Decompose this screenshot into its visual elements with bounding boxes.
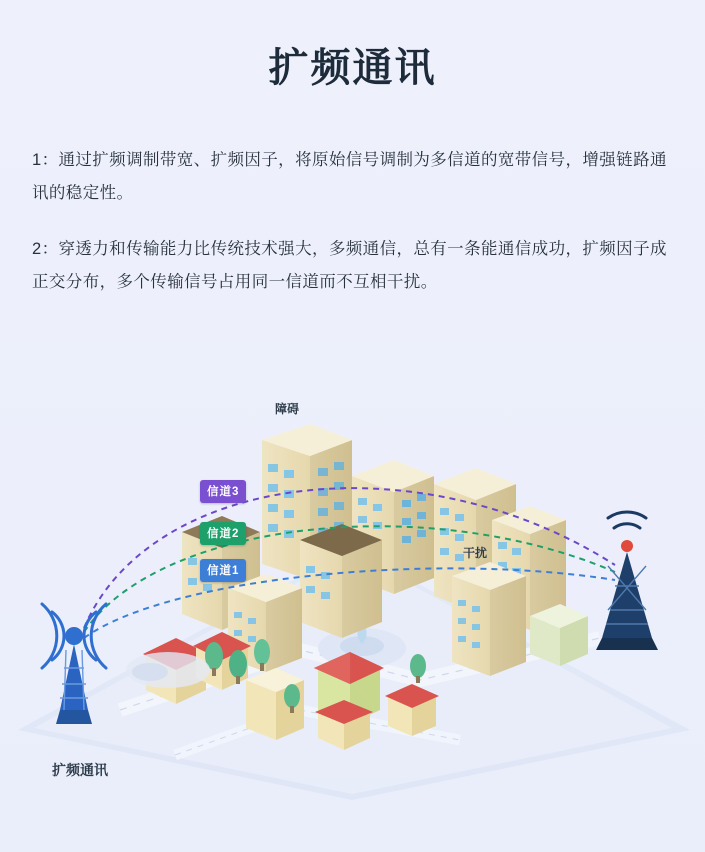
channel-chip-3[interactable]: 信道3 (200, 480, 246, 503)
channel-chip-2[interactable]: 信道2 (200, 522, 246, 545)
interference-label: 干扰 (463, 546, 488, 560)
obstacle-label: 障碍 (275, 402, 300, 416)
channel-chip-1[interactable]: 信道1 (200, 559, 246, 582)
paragraph-2: 2：穿透力和传输能力比传统技术强大，多频通信，总有一条能通信成功，扩频因子成正交分布，多个传输信号占用同一信道而不互相干扰。 (32, 240, 667, 291)
antenna-waves-icon (608, 512, 646, 528)
paragraph-1: 1：通过扩频调制带宽、扩频因子，将原始信号调制为多信道的宽带信号，增强链路通讯的稳定性。 (32, 151, 667, 202)
city-illustration (0, 380, 705, 800)
bottom-tower-label: 扩频通讯 (52, 762, 108, 778)
right-antenna-tower (596, 512, 658, 650)
city-diagram (0, 380, 705, 800)
page-title: 扩频通讯 (268, 46, 437, 90)
